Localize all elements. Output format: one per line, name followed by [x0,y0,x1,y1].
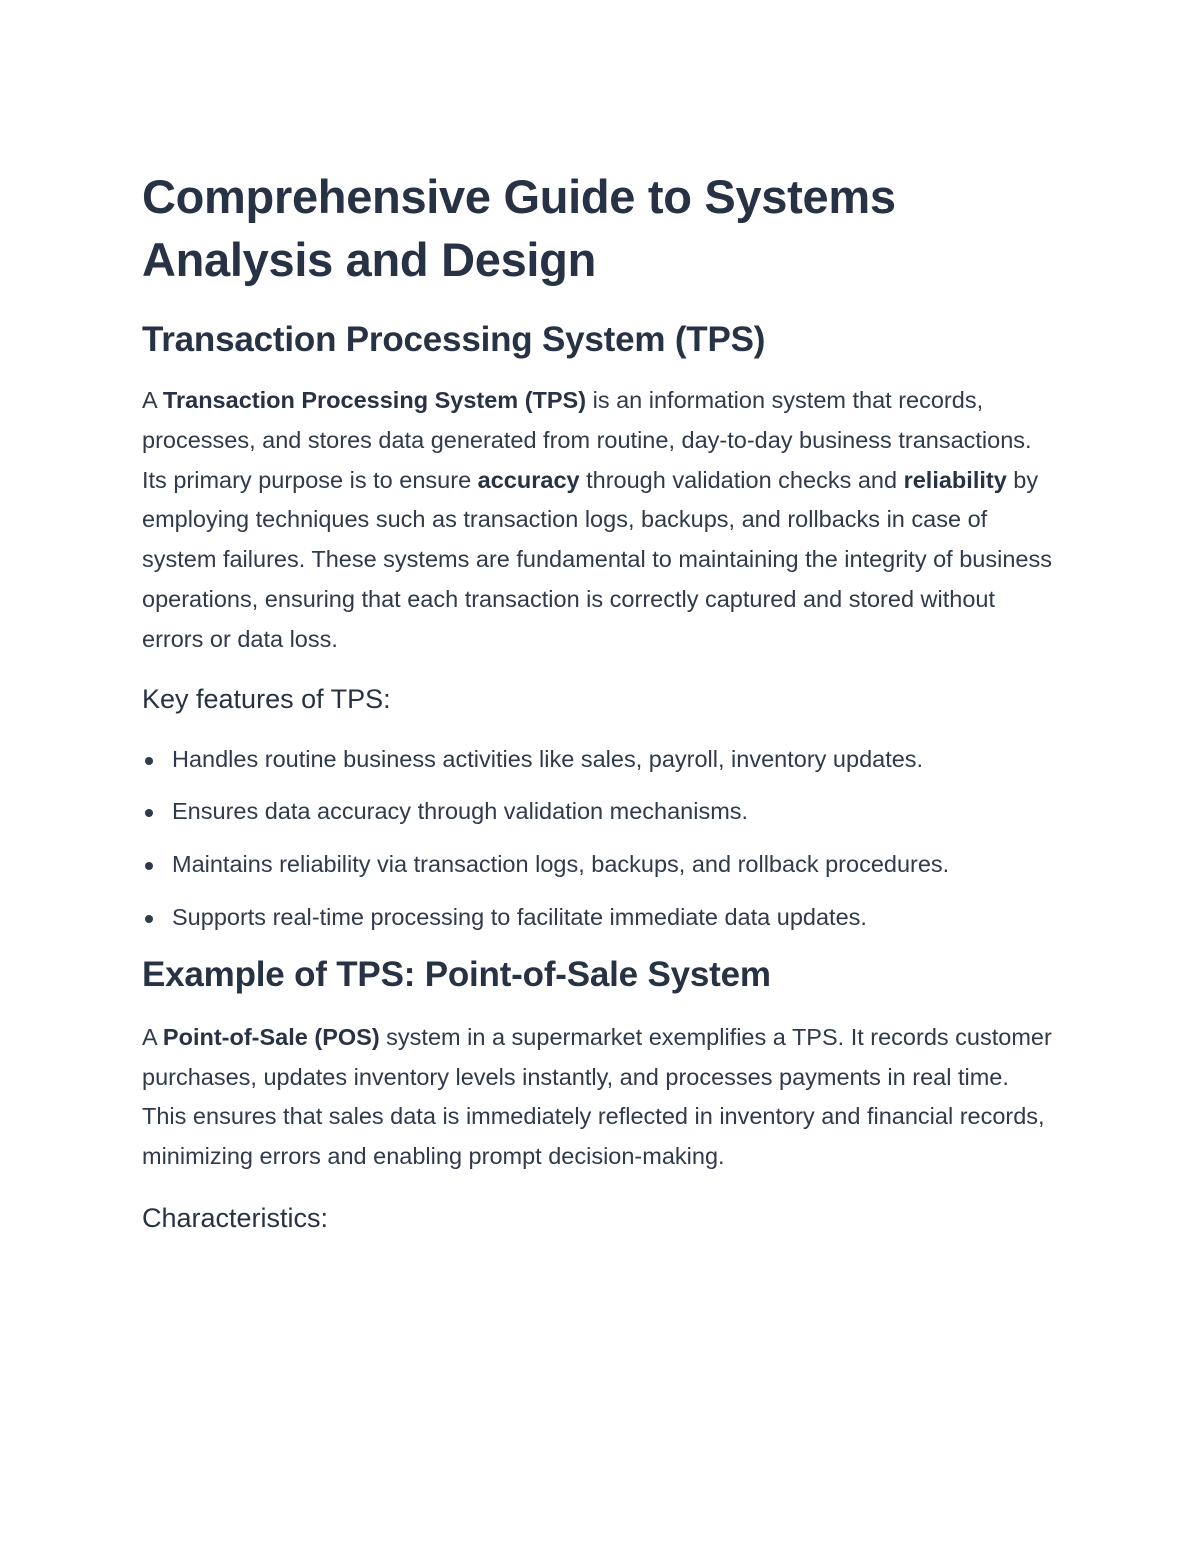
pos-intro-paragraph [142,1018,1057,1177]
section-heading-tps: Transaction Processing System (TPS) [142,320,766,359]
text-run: A [142,1023,163,1050]
list-item-text: Handles routine business activities like sales, payroll, inventory updates. [172,745,924,772]
bullet-icon [145,862,153,870]
document-page [142,165,1057,1235]
bullet-icon [145,809,153,817]
bullet-icon [145,757,153,765]
text-run: through validation checks and [579,466,904,493]
section-heading-pos: Example of TPS: Point-of-Sale System [142,954,771,994]
bold-term-pos: Point-of-Sale (POS) [162,1023,380,1050]
text-run: A [142,387,163,413]
list-item [142,740,1057,780]
list-item [142,792,1057,832]
bold-term-accuracy: accuracy [477,466,580,493]
bullet-icon [145,915,153,923]
list-item-text: Ensures data accuracy through validation mechanisms. [172,798,749,825]
characteristics-heading: Characteristics: [142,1202,329,1233]
tps-intro-paragraph [142,381,1057,660]
list-item [142,845,1057,885]
bold-term-reliability: reliability [903,466,1007,493]
list-item-text: Maintains reliability via transaction logs, backups, and rollback procedures. [172,851,950,878]
key-features-list [142,740,1057,938]
list-item-text: Supports real-time processing to facilitate immediate data updates. [172,903,867,930]
list-item [142,898,1057,938]
document-title: Comprehensive Guide to Systems Analysis and Design [142,170,896,286]
bold-term-tps: Transaction Processing System (TPS) [162,387,587,413]
text-run: system in a supermarket exemplifies a TPS. It records customer purchases, updates inventory levels instantly, and processes payments in real time. This ensures that sales data is immediately reflected in inventory and financial records, minimizing errors and enabling prompt decision-making. [142,1023,1052,1170]
text-run: by employing techniques such as transaction logs, backups, and rollbacks in case of system failures. These systems are fundamental to maintaining the integrity of business operations, ensuring that each transaction is correctly captured and stored without errors or data loss. [142,466,1052,652]
key-features-heading: Key features of TPS: [142,683,391,714]
text-run: is an information system that records, processes, and stores data generated from routine, day-to-day business transactions. Its primary purpose is to ensure [142,387,1032,493]
